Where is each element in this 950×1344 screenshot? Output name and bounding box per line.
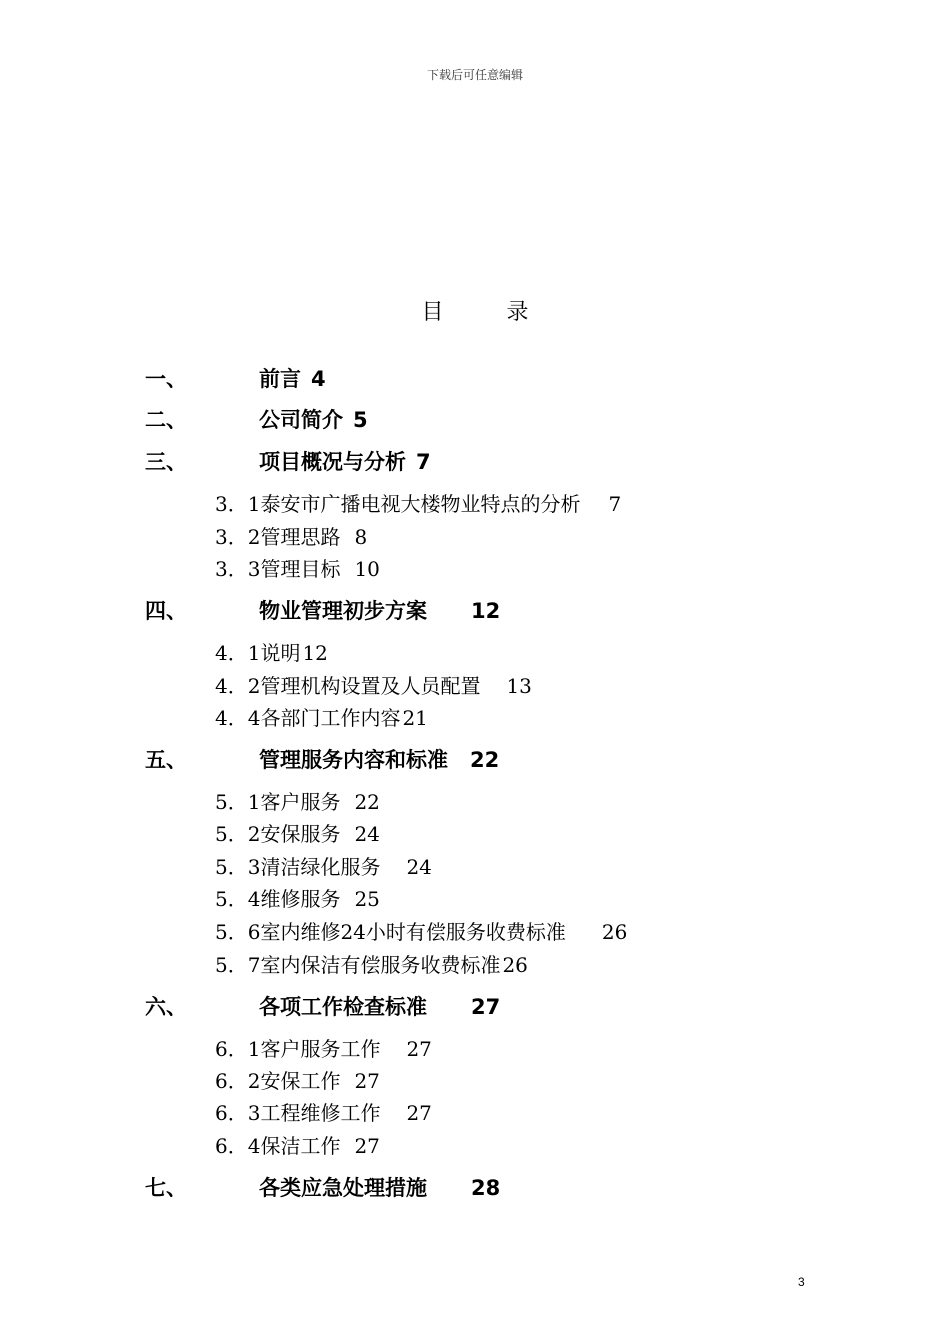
toc-section[interactable] <box>215 554 380 584</box>
toc-section-title: 客户服务工作 <box>260 1037 381 1061</box>
toc-page-number: 12 <box>471 599 501 623</box>
toc-section-number: 6．3 <box>215 1101 261 1125</box>
toc-page-number: 5 <box>353 408 368 432</box>
toc-section-number: 4．2 <box>215 674 261 698</box>
toc-section-title: 保洁工作 <box>260 1134 341 1158</box>
toc-section-number: 6．2 <box>215 1069 261 1093</box>
toc-chapter[interactable] <box>145 405 368 435</box>
toc-page-number: 26 <box>502 953 528 977</box>
toc-page-number: 26 <box>601 920 628 944</box>
toc-section-title: 说明 <box>260 641 301 665</box>
toc-section-number: 3．1 <box>215 492 261 516</box>
toc-section[interactable] <box>215 638 328 668</box>
toc-page-number: 27 <box>406 1101 432 1125</box>
toc-section[interactable] <box>215 671 532 701</box>
toc-section-title: 清洁绿化服务 <box>260 855 381 879</box>
toc-section-number: 5．1 <box>215 790 261 814</box>
toc-chapter-number: 三、 <box>145 450 187 474</box>
toc-chapter-number: 一、 <box>145 367 187 391</box>
toc-section-title: 安保工作 <box>260 1069 341 1093</box>
toc-section-title: 各部门工作内容 <box>260 706 401 730</box>
toc-page-number: 7 <box>608 492 622 516</box>
toc-section-title: 泰安市广播电视大楼物业特点的分析 <box>260 492 581 516</box>
toc-chapter[interactable] <box>145 447 431 477</box>
toc-section[interactable] <box>215 819 380 849</box>
toc-section[interactable] <box>215 703 428 733</box>
toc-page-number: 22 <box>470 748 500 772</box>
toc-page-number: 24 <box>354 822 380 846</box>
toc-page-number: 12 <box>302 641 328 665</box>
toc-chapter-number: 七、 <box>145 1176 187 1200</box>
toc-section-title: 安保服务 <box>260 822 341 846</box>
toc-section[interactable] <box>215 1034 432 1064</box>
toc-section-number: 5．3 <box>215 855 261 879</box>
toc-section-title: 客户服务 <box>260 790 341 814</box>
toc-page-number: 27 <box>354 1134 380 1158</box>
toc-chapter[interactable] <box>145 745 499 775</box>
toc-section-number: 5．6 <box>215 920 261 944</box>
toc-section[interactable] <box>215 522 367 552</box>
toc-chapter-number: 五、 <box>145 748 187 772</box>
toc-chapter[interactable] <box>145 364 326 394</box>
toc-section[interactable] <box>215 787 380 817</box>
toc-page-number: 10 <box>354 557 380 581</box>
toc-section[interactable] <box>215 1131 380 1161</box>
toc-section-number: 5．4 <box>215 887 261 911</box>
toc-chapter-title: 物业管理初步方案 <box>259 599 427 623</box>
toc-chapter-title: 各项工作检查标准 <box>259 995 427 1019</box>
toc-page-number: 13 <box>506 674 532 698</box>
toc-section[interactable] <box>215 1066 380 1096</box>
toc-page-number: 27 <box>354 1069 380 1093</box>
toc-section-number: 6．4 <box>215 1134 261 1158</box>
toc-chapter-number: 六、 <box>145 995 187 1019</box>
toc-section-number: 3．2 <box>215 525 261 549</box>
toc-section[interactable] <box>215 489 621 519</box>
toc-section[interactable] <box>215 852 432 882</box>
toc-section[interactable] <box>215 884 380 914</box>
toc-section-number: 3．3 <box>215 557 261 581</box>
toc-page-number: 4 <box>311 367 326 391</box>
toc-section[interactable] <box>215 1098 432 1128</box>
toc-chapter-title: 前言 <box>259 367 301 391</box>
toc-section-number: 6．1 <box>215 1037 261 1061</box>
toc-chapter-number: 二、 <box>145 408 187 432</box>
toc-page-number: 28 <box>471 1176 501 1200</box>
toc-section-title: 室内维修24小时有偿服务收费标准 <box>260 920 566 944</box>
toc-page-number: 7 <box>416 450 431 474</box>
toc-section-title: 工程维修工作 <box>260 1101 381 1125</box>
toc-page-number: 24 <box>406 855 432 879</box>
toc-section-title: 管理目标 <box>260 557 341 581</box>
toc-chapter[interactable] <box>145 596 500 626</box>
toc-page-number: 27 <box>471 995 501 1019</box>
toc-section-title: 管理思路 <box>260 525 341 549</box>
toc-chapter[interactable] <box>145 1173 500 1203</box>
toc-page-number: 22 <box>354 790 380 814</box>
toc-chapter-title: 管理服务内容和标准 <box>259 748 448 772</box>
toc-section-title: 室内保洁有偿服务收费标准 <box>260 953 501 977</box>
toc-page-number: 27 <box>406 1037 432 1061</box>
toc-title: 目 录 <box>421 300 557 325</box>
toc-chapter-title: 各类应急处理措施 <box>259 1176 427 1200</box>
toc-section-title: 维修服务 <box>260 887 341 911</box>
toc-page-number: 25 <box>354 887 380 911</box>
toc-section-number: 4．4 <box>215 706 261 730</box>
toc-section-number: 5．2 <box>215 822 261 846</box>
header-note: 下载后可任意编辑 <box>426 68 523 82</box>
toc-page-number: 8 <box>354 525 368 549</box>
toc-section[interactable] <box>215 917 627 947</box>
toc-section-number: 5．7 <box>215 953 261 977</box>
toc-chapter-title: 公司简介 <box>259 408 343 432</box>
toc-chapter-number: 四、 <box>145 599 187 623</box>
toc-section[interactable] <box>215 950 528 980</box>
toc-section-number: 4．1 <box>215 641 261 665</box>
page-number: 3 <box>798 1275 805 1289</box>
toc-chapter[interactable] <box>145 992 500 1022</box>
toc-page-number: 21 <box>402 706 428 730</box>
toc-section-title: 管理机构设置及人员配置 <box>260 674 481 698</box>
toc-chapter-title: 项目概况与分析 <box>259 450 406 474</box>
